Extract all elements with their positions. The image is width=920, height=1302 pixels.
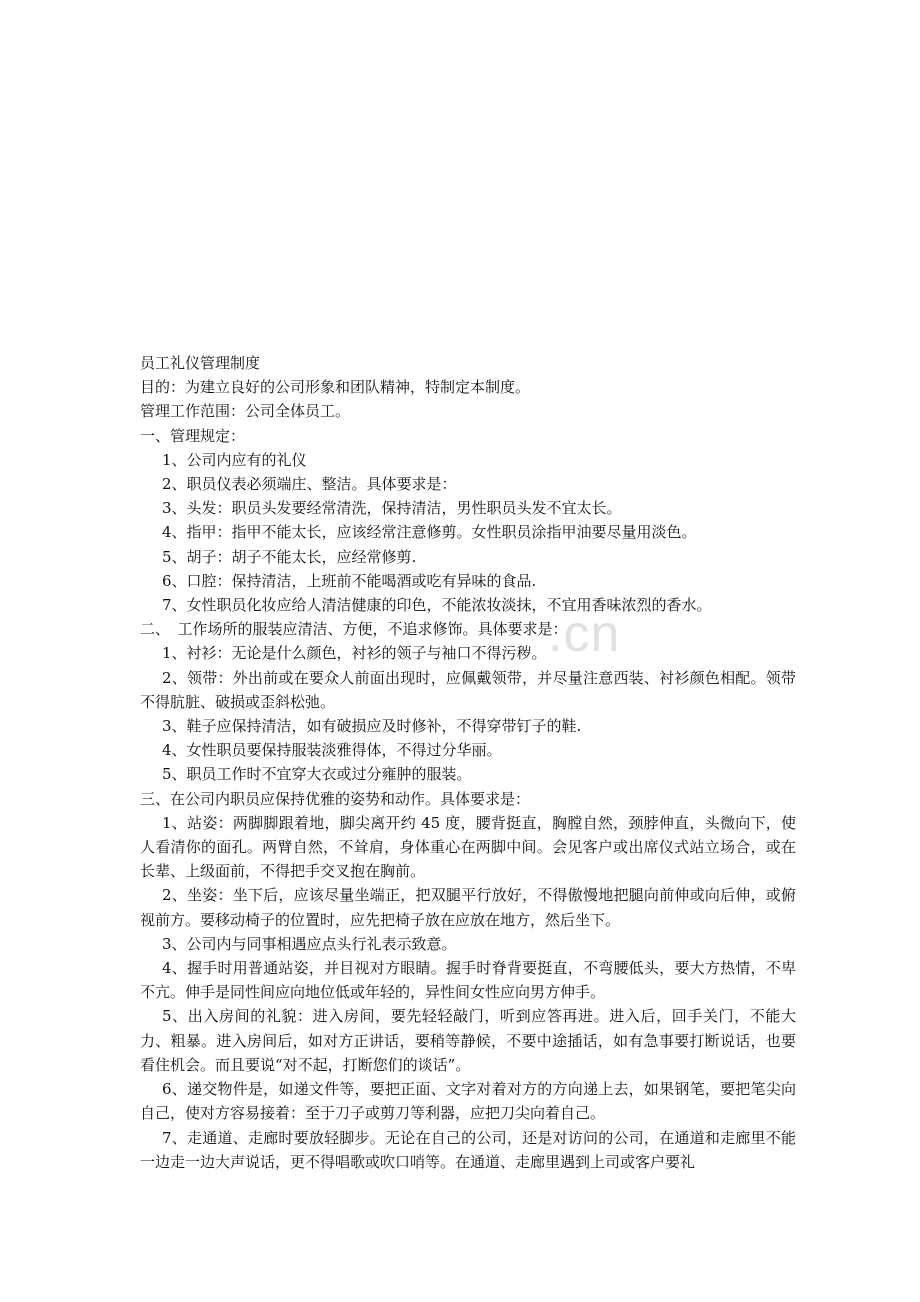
list-item: 7、女性职员化妆应给人清洁健康的印色，不能浓妆淡抹，不宜用香味浓烈的香水。: [162, 596, 712, 615]
list-item: 4、握手时用普通站姿，并目视对方眼睛。握手时脊背要挺直，不弯腰低头，要大方热情，不卑不亢。伸手是同性间应向地位低或年轻的，异性间女性应向男方伸手。: [140, 959, 796, 1002]
section-heading: 二、 工作场所的服装应清洁、方便，不追求修饰。具体要求是：: [140, 620, 568, 639]
list-item: 2、坐姿：坐下后，应该尽量坐端正，把双腿平行放好，不得傲慢地把腿向前伸或向后伸，或俯视前方。要移动椅子的位置时，应先把椅子放在应放在地方，然后坐下。: [140, 886, 796, 929]
list-item: 1、站姿：两脚脚跟着地，脚尖离开约 45 度，腰背挺直，胸膛自然，颈脖伸直，头微向下，使人看清你的面孔。两臂自然，不耸肩，身体重心在两脚中间。会见客户或出席仪式站立场合，或在长辈、上级面前，不得把手交叉抱在胸前。: [140, 813, 796, 881]
list-item: 3、公司内与同事相遇应点头行礼表示致意。: [162, 934, 457, 953]
list-item: 5、出入房间的礼貌：进入房间，要先轻轻敲门，听到应答再进。进入后，回手关门，不能大力、粗暴。进入房间后，如对方正讲话，要稍等静候，不要中途插话，如有急事要打断说话，也要看住机会。而且要说“对不起，打断您们的谈话”。: [140, 1007, 796, 1074]
section-heading: 三、在公司内职员应保持优雅的姿势和动作。具体要求是：: [140, 789, 531, 808]
list-item: 3、头发：职员头发要经常清洗，保持清洁，男性职员头发不宜太长。: [162, 499, 622, 518]
list-item: 6、口腔：保持清洁，上班前不能喝酒或吃有异味的食品.: [162, 571, 537, 590]
list-item: 5、职员工作时不宜穿大衣或过分雍肿的服装。: [162, 765, 472, 784]
watermark: .cn: [548, 605, 621, 663]
purpose-line: 目的：为建立良好的公司形象和团队精神，特制定本制度。: [140, 378, 531, 397]
list-item: 2、领带：外出前或在要众人前面出现时，应佩戴领带，并尽量注意西装、衬衫颜色相配。领带不得肮脏、破损或歪斜松弛。: [140, 668, 796, 711]
list-item: 5、胡子：胡子不能太长，应经常修剪.: [162, 547, 417, 566]
list-item: 4、指甲：指甲不能太长，应该经常注意修剪。女性职员涂指甲油要尽量用淡色。: [162, 523, 697, 542]
document-body: [140, 351, 796, 1174]
list-item: 1、衬衫：无论是什么颜色，衬衫的领子与袖口不得污秽。: [162, 644, 547, 663]
list-item: 4、女性职员要保持服装淡雅得体，不得过分华丽。: [162, 741, 502, 760]
scope-line: 管理工作范围：公司全体员工。: [140, 402, 351, 421]
list-item: 1、公司内应有的礼仪: [162, 450, 307, 469]
section-heading: 一、管理规定：: [140, 426, 246, 445]
list-item: 2、职员仪表必须端庄、整洁。具体要求是：: [162, 475, 457, 494]
list-item: 3、鞋子应保持清洁，如有破损应及时修补，不得穿带钉子的鞋.: [162, 717, 582, 736]
list-item: 6、递交物件是，如递文件等，要把正面、文字对着对方的方向递上去，如果钢笔，要把笔尖向自己，使对方容易接着：至于刀子或剪刀等利器，应把刀尖向着自己。: [140, 1080, 796, 1123]
list-item: 7、走通道、走廊时要放轻脚步。无论在自己的公司，还是对访问的公司，在通道和走廊里不能一边走一边大声说话，更不得唱歌或吹口哨等。在通道、走廊里遇到上司或客户要礼: [140, 1128, 796, 1171]
document-title: 员工礼仪管理制度: [140, 354, 261, 372]
